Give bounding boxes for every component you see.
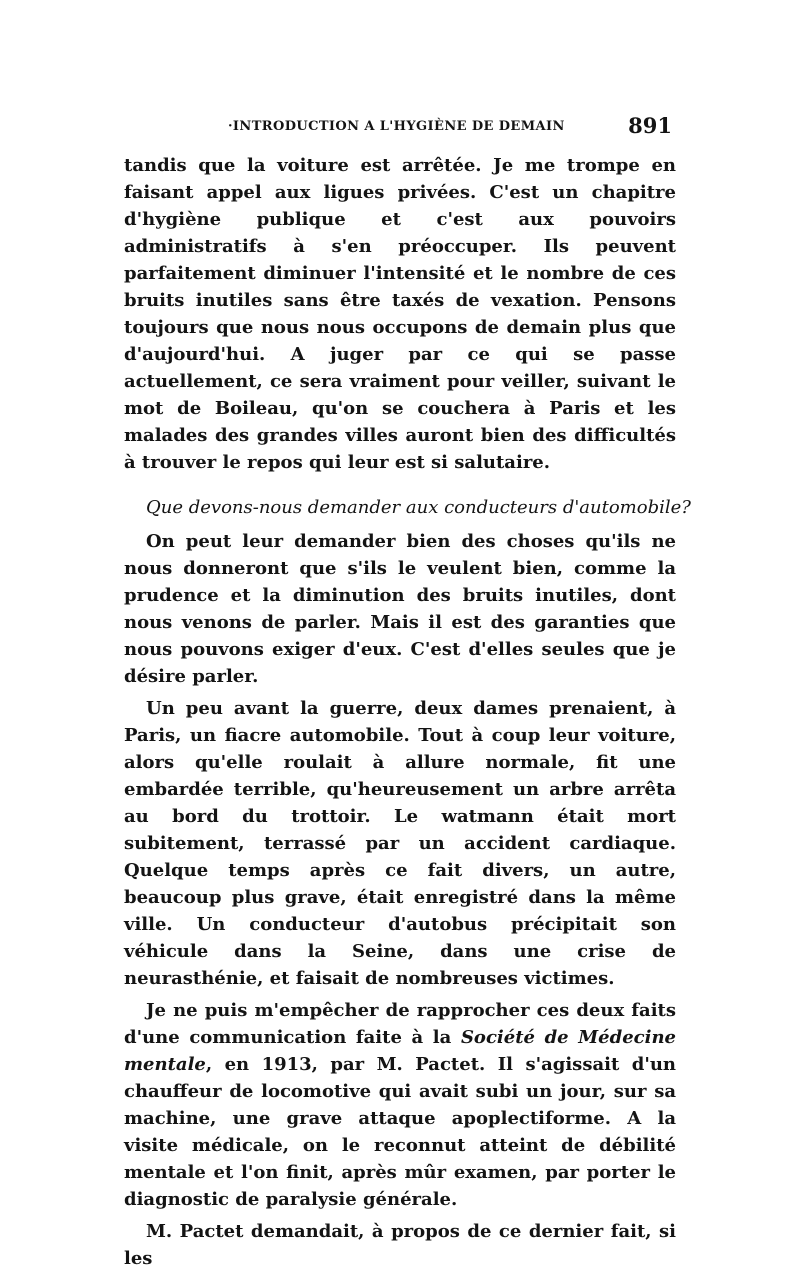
paragraph-conducteurs: On peut leur demander bien des choses qu'ils ne nous donneront que s'ils le veulent bien, comme la prudence et la diminution des bruits inutiles, dont nous venons de parler. Mais il est des garanties que nous pouvons exiger d'eux. C'est d'elles seules que je désire parler.	[124, 531, 676, 687]
paragraph-fiacre: Un peu avant la guerre, deux dames prenaient, à Paris, un fiacre automobile. Tout à coup leur voiture, alors qu'elle roulait à allure normale, fit une embardée terrible, qu'heureusement un arbre arrêta au bord du trottoir. Le watmann était mort subitement, terrassé par un accident cardiaque. Quelque temps après ce fait divers, un autre, beaucoup plus grave, était enregistré dans la même ville. Un conducteur d'autobus précipitait son véhicule dans la Seine, dans une crise de neurasthénie, et faisait de nombreuses victimes.	[124, 698, 676, 989]
paragraph-continued: tandis que la voiture est arrêtée. Je me trompe en faisant appel aux ligues privées. C'est un chapitre d'hygiène publique et c'est aux pouvoirs administratifs à s'en préoccuper. Ils peuvent parfaitement diminuer l'intensité et le nombre de ces bruits inutiles sans être taxés de vexation. Pensons toujours que nous nous occupons de demain plus que d'aujourd'hui. A juger par ce qui se passe actuellement, ce sera vraiment pour veiller, suivant le mot de Boileau, qu'on se couchera à Paris et les malades des grandes villes auront bien des difficultés à trouver le repos qui leur est si salutaire.	[124, 155, 676, 473]
running-title: ·INTRODUCTION A L'HYGIÈNE DE DEMAIN	[228, 119, 565, 134]
section-heading: Que devons-nous demander aux conducteurs d'automobile?	[146, 497, 691, 518]
page-number: 891	[628, 113, 672, 138]
body-text	[124, 152, 691, 1272]
paragraph-final: M. Pactet demandait, à propos de ce dernier fait, si les	[124, 1221, 676, 1269]
paragraph-pactet-text-end: , en 1913, par M. Pactet. Il s'agissait d'un chauffeur de locomotive qui avait subi un jour, sur sa machine, une grave attaque apoplectiforme. A la visite médicale, on le reconnut atteint de débilité mentale et l'on finit, après mûr examen, par porter le diagnostic de paralysie générale.	[124, 1054, 676, 1210]
paragraph-pactet-text-start: Je ne puis m'empêcher de rapprocher ces deux faits d'une communication faite à la	[124, 1000, 676, 1048]
running-header	[124, 113, 674, 143]
society-name: Société de Médecine mentale	[124, 1027, 676, 1075]
paragraph-pactet	[124, 997, 676, 1213]
